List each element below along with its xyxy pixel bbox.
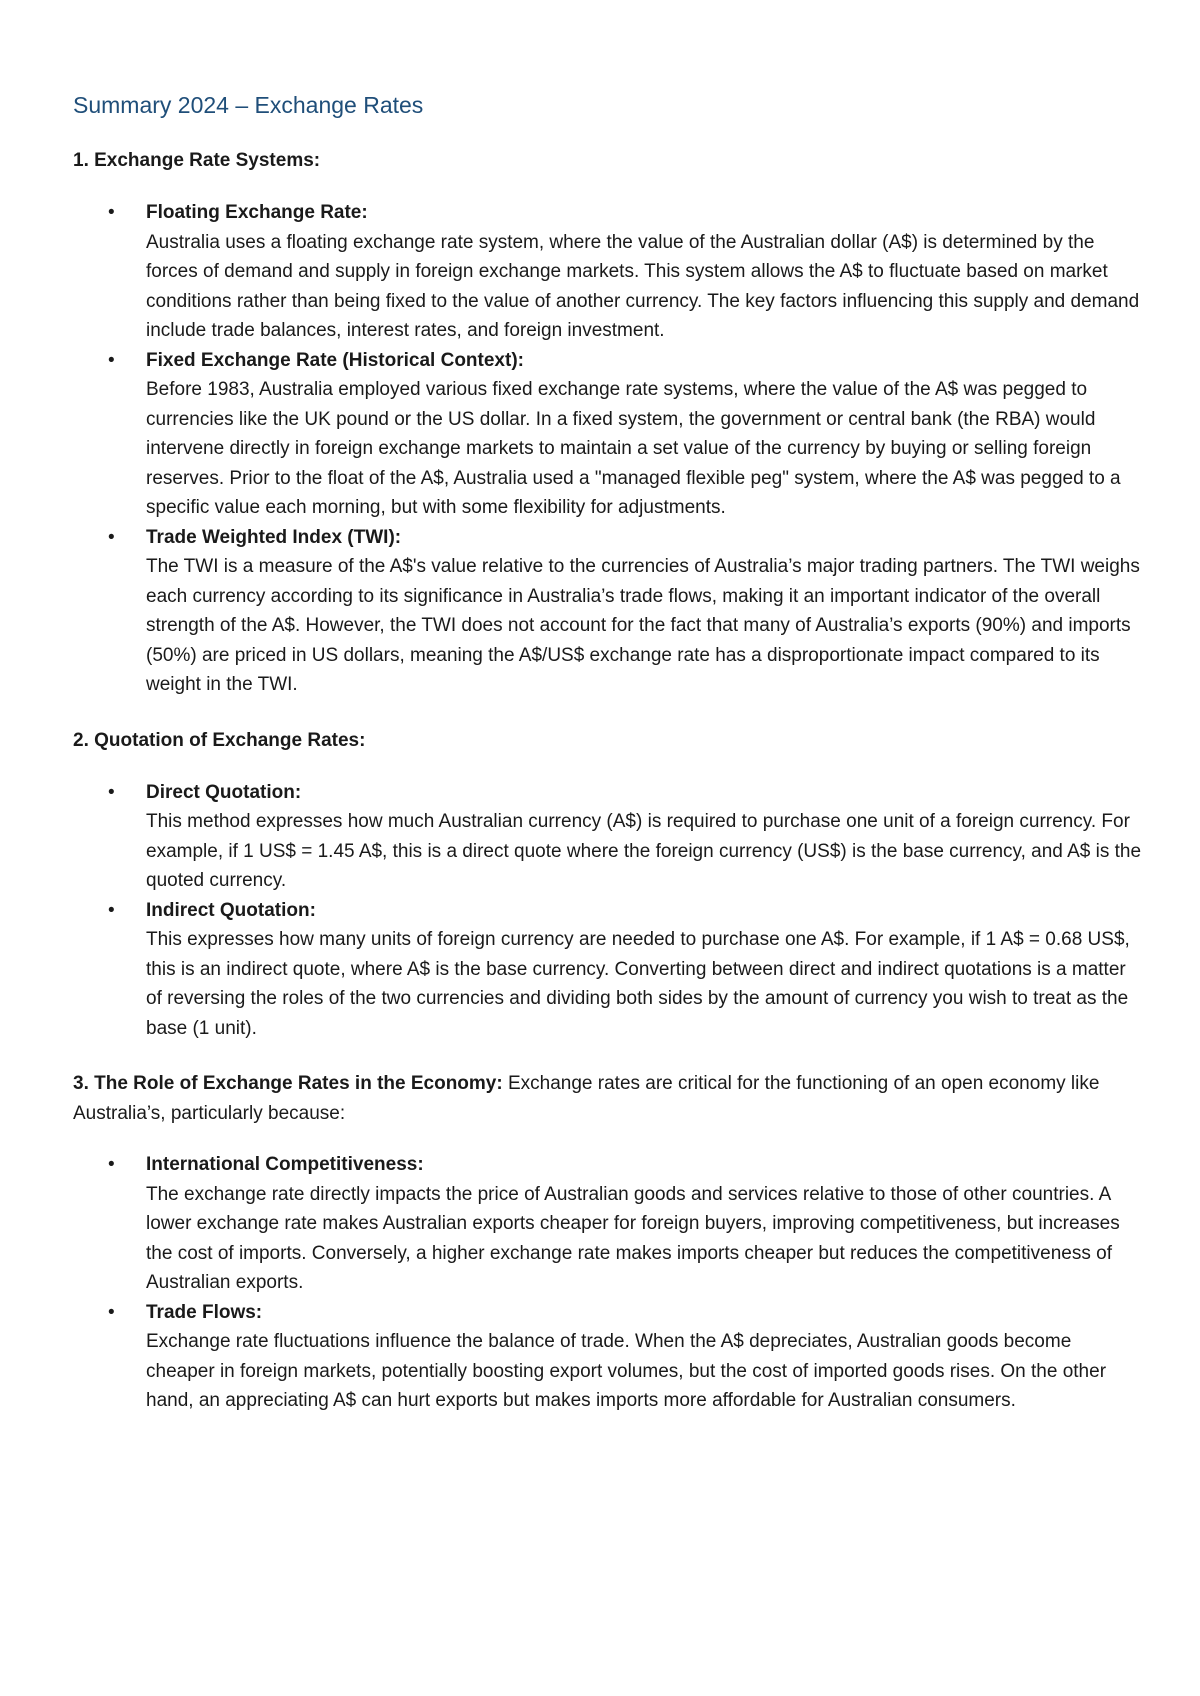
document-title: Summary 2024 – Exchange Rates — [73, 92, 424, 118]
list-item — [73, 1150, 1143, 1298]
bullet-list — [73, 778, 1143, 1044]
section-heading: 2. Quotation of Exchange Rates: — [73, 729, 366, 751]
bullet-icon: • — [108, 899, 115, 921]
item-body: This method expresses how much Australian currency (A$) is required to purchase one unit of a foreign currency. For example, if 1 US$ = 1.45 A$, this is a direct quote where the foreign currency (US$) is the base currency, and A$ is the quoted currency. — [146, 811, 1142, 891]
section-intro-text: Exchange rates are critical for the functioning of an open economy like Australia’s, particularly because: — [73, 1073, 1100, 1124]
bullet-icon: • — [108, 526, 115, 548]
item-body: The TWI is a measure of the A$'s value relative to the currencies of Australia’s major trading partners. The TWI weighs each currency according to its significance in Australia’s trade flows, making it an important indicator of the overall strength of the A$. However, the TWI does not account for the fact that many of Australia’s exports (90%) and imports (50%) are priced in US dollars, meaning the A$/US$ exchange rate has a disproportionate impact compared to its weight in the TWI. — [146, 556, 1140, 695]
bullet-list — [73, 1150, 1143, 1416]
bullet-icon: • — [108, 1154, 115, 1175]
section-role-of-exchange-rates — [73, 1069, 1143, 1416]
bullet-icon: • — [108, 202, 115, 223]
section-intro-paragraph — [73, 1069, 1143, 1128]
item-title: Indirect Quotation: — [146, 899, 316, 921]
document-page — [73, 90, 1143, 1442]
bullet-icon: • — [108, 1301, 115, 1323]
list-item — [73, 1298, 1143, 1416]
list-item — [73, 523, 1143, 700]
list-item — [73, 346, 1143, 523]
list-item — [73, 198, 1143, 346]
item-body: Exchange rate fluctuations influence the balance of trade. When the A$ depreciates, Australian goods become cheaper in foreign markets, potentially boosting export volumes, but the cost of imported goods rises. On the other hand, an appreciating A$ can hurt exports but makes imports more affordable for Australian consumers. — [146, 1331, 1107, 1411]
item-body: The exchange rate directly impacts the price of Australian goods and services relative to those of other countries. A lower exchange rate makes Australian exports cheaper for foreign buyers, improving competitiveness, but increases the cost of imports. Conversely, a higher exchange rate makes imports cheaper but reduces the competitiveness of Australian exports. — [146, 1183, 1120, 1293]
item-body: This expresses how many units of foreign currency are needed to purchase one A$. For example, if 1 A$ = 0.68 US$, this is an indirect quote, where A$ is the base currency. Converting between direct and indirect quotations is a matter of reversing the roles of the two currencies and dividing both sides by the amount of currency you wish to treat as the base (1 unit). — [146, 929, 1130, 1039]
section-heading: 1. Exchange Rate Systems: — [73, 150, 321, 171]
section-heading: 3. The Role of Exchange Rates in the Economy: — [73, 1073, 503, 1094]
item-title: Fixed Exchange Rate (Historical Context): — [146, 349, 524, 371]
item-title: Direct Quotation: — [146, 781, 302, 803]
item-title: Trade Weighted Index (TWI): — [146, 526, 402, 548]
item-title: Trade Flows: — [146, 1301, 263, 1323]
item-body: Before 1983, Australia employed various fixed exchange rate systems, where the value of the A$ was pegged to currencies like the UK pound or the US dollar. In a fixed system, the government or central bank (the RBA) would intervene directly in foreign exchange markets to maintain a set value of the currency by buying or selling foreign reserves. Prior to the float of the A$, Australia used a "managed flexible peg" system, where the A$ was pegged to a specific value each morning, but with some flexibility for adjustments. — [146, 379, 1121, 518]
bullet-icon: • — [108, 349, 115, 371]
item-title: International Competitiveness: — [146, 1154, 424, 1175]
section-exchange-rate-systems — [73, 146, 1143, 700]
item-title: Floating Exchange Rate: — [146, 202, 368, 223]
section-quotation-of-exchange-rates — [73, 726, 1143, 1044]
list-item — [73, 778, 1143, 896]
list-item — [73, 896, 1143, 1044]
bullet-list — [73, 198, 1143, 700]
item-body: Australia uses a floating exchange rate system, where the value of the Australian dollar (A$) is determined by the forces of demand and supply in foreign exchange markets. This system allows the A$ to fluctuate based on market conditions rather than being fixed to the value of another currency. The key factors influencing this supply and demand include trade balances, interest rates, and foreign investment. — [146, 231, 1140, 341]
bullet-icon: • — [108, 781, 115, 803]
